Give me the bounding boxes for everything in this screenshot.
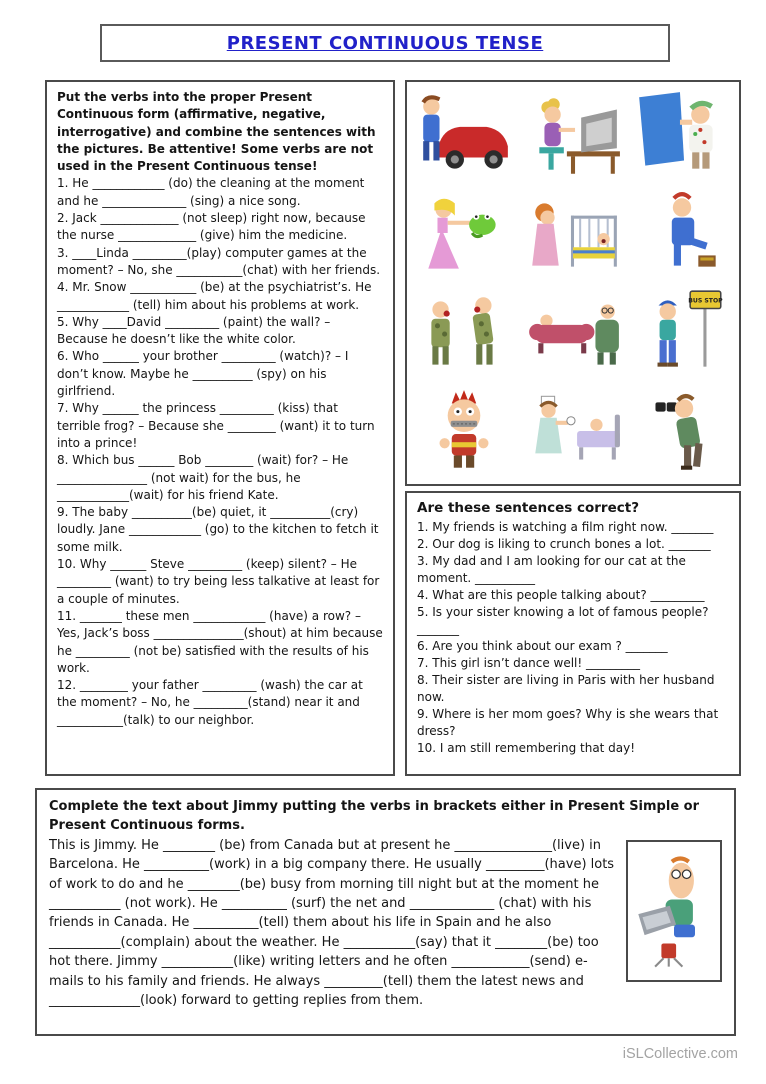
picture-cell xyxy=(519,382,628,481)
man-at-psychiatrist-couch-icon xyxy=(522,287,624,379)
woman-typing-at-computer-icon xyxy=(522,89,624,181)
footer-watermark: iSLCollective.com xyxy=(622,1046,738,1062)
picture-cell xyxy=(627,184,736,283)
exercise1-item: 3. ____Linda _________(play) computer games at the moment? – No, she ___________(chat) with her friends. xyxy=(57,245,381,277)
exercise2-item: 3. My dad and I am looking for our cat at the moment. __________ xyxy=(417,554,686,585)
picture-cell xyxy=(410,184,519,283)
man-with-zipped-mouth-icon xyxy=(413,386,515,478)
picture-cell xyxy=(627,283,736,382)
exercise1-item: 6. Who ______ your brother _________ (watch)? – I don’t know. Maybe he __________ (spy) on his girlfriend. xyxy=(57,349,349,399)
picture-cell xyxy=(519,184,628,283)
picture-cell xyxy=(519,283,628,382)
jimmy-at-laptop-icon xyxy=(632,847,716,975)
exercise1-item: 7. Why ______ the princess _________ (kiss) that terrible frog? – Because she ________ (want) it to turn into a prince! xyxy=(57,401,375,450)
page-title: PRESENT CONTINUOUS TENSE xyxy=(226,32,544,54)
exercise1-item: 1. He ____________ (do) the cleaning at the moment and he ______________ (sing) a nice song. xyxy=(57,176,365,208)
exercise1-item: 11. _______ these men ____________ (have) a row? – Yes, Jack’s boss _______________(shout) at him because he _________ (not be) satisfied with the results of his work. xyxy=(57,608,383,675)
man-painting-wall-blue-icon xyxy=(631,89,733,181)
jimmy-picture-box xyxy=(626,840,722,982)
exercise2-item: 4. What are this people talking about? _________ xyxy=(417,588,705,602)
exercise1-item: 9. The baby __________(be) quiet, it __________(cry) loudly. Jane ____________ (go) to the kitchen to fetch it some milk. xyxy=(57,505,379,554)
exercise1-instructions: Put the verbs into the proper Present Continuous form (affirmative, negative, interrogative) and combine the sentences with the pictures. Be attentive! Some verbs are not used in the Present Continuous tense! xyxy=(57,90,376,174)
exercise2-title: Are these sentences correct? xyxy=(417,500,640,516)
nurse-giving-medicine-icon xyxy=(522,386,624,478)
exercise2-box xyxy=(405,491,741,776)
exercise3-instructions: Complete the text about Jimmy putting the verbs in brackets either in Present Simple or Present Continuous forms. xyxy=(49,799,699,834)
princess-holding-frog-icon xyxy=(413,188,515,280)
man-washing-red-car-icon xyxy=(413,89,515,181)
title-box xyxy=(100,24,670,62)
exercise3-story-area xyxy=(49,836,722,1011)
exercise2-item: 8. Their sister are living in Paris with her husband now. xyxy=(417,673,715,704)
picture-cell xyxy=(410,382,519,481)
picture-cell xyxy=(627,85,736,184)
bus-stop-sign-label: BUS STOP xyxy=(687,296,723,304)
exercise3-box xyxy=(35,788,736,1036)
exercise1-item: 12. ________ your father _________ (wash) the car at the moment? – No, he _________(stand) near it and ___________(talk) to our neighbor. xyxy=(57,678,363,727)
boy-waiting-at-bus-stop-icon xyxy=(631,287,733,379)
exercise1-item: 4. Mr. Snow ___________ (be) at the psychiatrist’s. He ____________ (tell) him about his problems at work. xyxy=(57,280,372,312)
exercise2-item: 10. I am still remembering that day! xyxy=(417,741,636,755)
exercise1-item: 2. Jack _____________ (not sleep) right now, because the nurse _____________ (give) him the medicine. xyxy=(57,211,366,243)
exercise2-item: 2. Our dog is liking to crunch bones a lot. _______ xyxy=(417,537,711,551)
man-stomping-angrily-icon xyxy=(631,188,733,280)
picture-cell xyxy=(519,85,628,184)
exercise1-box xyxy=(45,80,395,776)
exercise1-item: 10. Why ______ Steve _________ (keep) silent? – He _________ (want) to try being less talkative at least for a couple of minutes. xyxy=(57,557,380,606)
man-spying-with-binoculars-icon xyxy=(631,386,733,478)
exercise2-item: 1. My friends is watching a film right now. _______ xyxy=(417,520,714,534)
picture-cell xyxy=(410,283,519,382)
exercise2-item: 5. Is your sister knowing a lot of famous people? _______ xyxy=(417,605,709,636)
exercise1-item: 5. Why ____David _________ (paint) the wall? – Because he doesn’t like the white color. xyxy=(57,314,331,347)
exercise3-text: This is Jimmy. He ________ (be) from Canada but at present he _______________(live) in Barcelona. He __________(work) in a big company there. He usually _________(have) lots of work to do and he ________(be) busy from morning till night but at the moment he ___________ (not work). He __________ (surf) the net and _____________ (chat) with his friends in Canada. He __________(tell) them about his life in Spain and he also ___________(complain) about the weather. He ___________(say) that it ________(be) too hot there. Jimmy ___________(like) writing letters and he often ____________(send) e-mails to his family and friends. He always _________(tell) them the latest news and ______________(look) forward to getting replies from them. xyxy=(49,837,615,1009)
pictures-box xyxy=(405,80,741,486)
picture-cell xyxy=(410,85,519,184)
mother-at-baby-crib-icon xyxy=(522,188,624,280)
exercise2-item: 9. Where is her mom goes? Why is she wears that dress? xyxy=(417,707,719,738)
exercise1-item: 8. Which bus ______ Bob ________ (wait) for? – He _______________ (not wait) for the bus, he ____________(wait) for his friend Kate. xyxy=(57,453,349,502)
exercise2-item: 6. Are you think about our exam ? _______ xyxy=(417,639,668,653)
picture-cell xyxy=(627,382,736,481)
two-soldiers-arguing-icon xyxy=(413,287,515,379)
exercise2-item: 7. This girl isn’t dance well! _________ xyxy=(417,656,641,670)
